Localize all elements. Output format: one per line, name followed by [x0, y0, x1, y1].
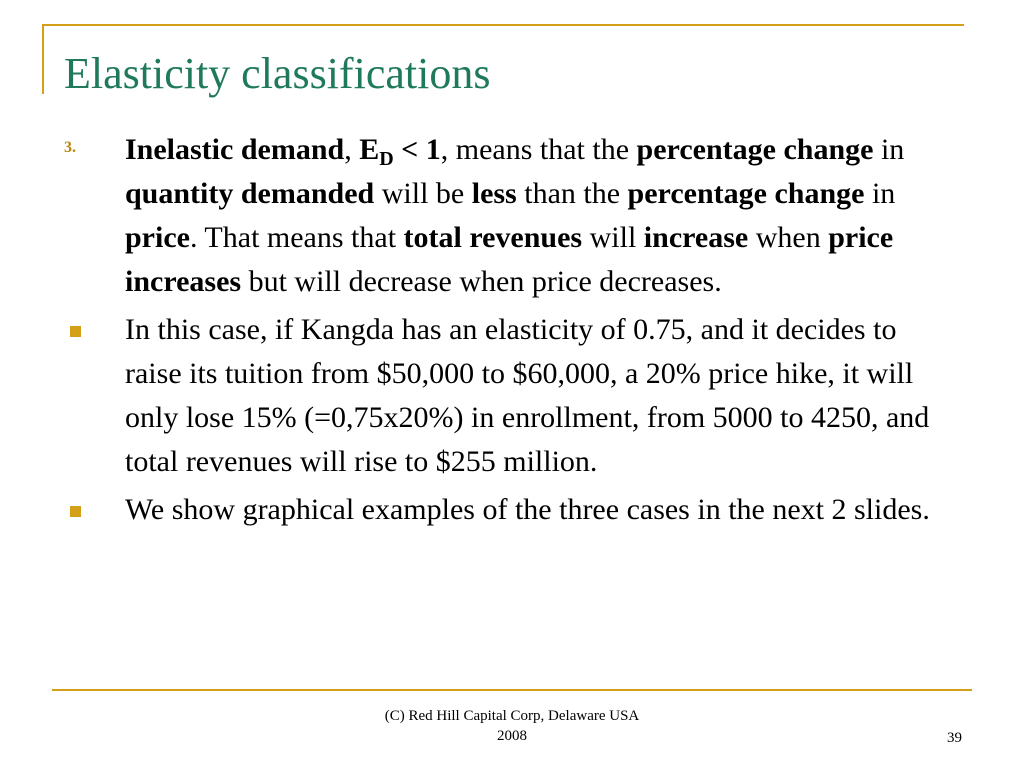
text-segment: percentage change: [627, 177, 865, 210]
square-bullet-icon: [70, 506, 81, 517]
page-number: 39: [947, 730, 962, 746]
list-number: 3.: [64, 139, 76, 156]
bullet-text: In this case, if Kangda has an elasticity of 0.75, and it decides to raise its tuition from $50,000 to $60,000, a 20% price hike, it will only lose 15% (=0,75x20%) in enrollment, from 5000 to 4250, and total revenues will rise to $255 million.: [125, 313, 930, 478]
bullet-item-kangda: [64, 308, 954, 484]
footer-line-2: 2008: [497, 728, 527, 744]
text-segment: price increases: [125, 221, 894, 298]
list-item-3: [64, 128, 954, 304]
text-segment: in: [873, 133, 905, 166]
text-segment: but will decrease when price decreases.: [241, 265, 722, 298]
text-segment: less: [471, 177, 517, 210]
text-segment: percentage change: [636, 133, 874, 166]
text-segment: ,: [344, 133, 360, 166]
footer-line-1: (C) Red Hill Capital Corp, Delaware USA: [384, 708, 640, 724]
slide-body: [64, 128, 954, 536]
text-segment: < 1: [393, 133, 441, 166]
text-segment: total revenues: [403, 221, 583, 254]
square-bullet-icon: [70, 326, 81, 337]
top-rule: [42, 24, 964, 26]
text-segment: in: [864, 177, 896, 210]
bullet-item-graphs: [64, 488, 954, 532]
left-rule: [42, 24, 44, 94]
text-segment: increase: [643, 221, 749, 254]
slide-title: Elasticity classifications: [64, 49, 491, 98]
text-segment: E: [359, 133, 380, 166]
text-segment: than the: [516, 177, 628, 210]
inelastic-demand-text: [125, 133, 904, 298]
bullet-text: We show graphical examples of the three cases in the next 2 slides.: [125, 493, 930, 526]
text-segment: will: [582, 221, 644, 254]
text-segment: . That means that: [189, 221, 404, 254]
text-segment: Inelastic demand: [125, 133, 345, 166]
text-segment: , means that the: [440, 133, 637, 166]
footer-copyright: [360, 706, 664, 746]
text-segment: price: [125, 221, 190, 254]
text-segment: quantity demanded: [125, 177, 375, 210]
text-segment: will be: [374, 177, 472, 210]
footer-rule: [52, 689, 972, 691]
text-segment: D: [379, 148, 394, 170]
text-segment: when: [748, 221, 829, 254]
